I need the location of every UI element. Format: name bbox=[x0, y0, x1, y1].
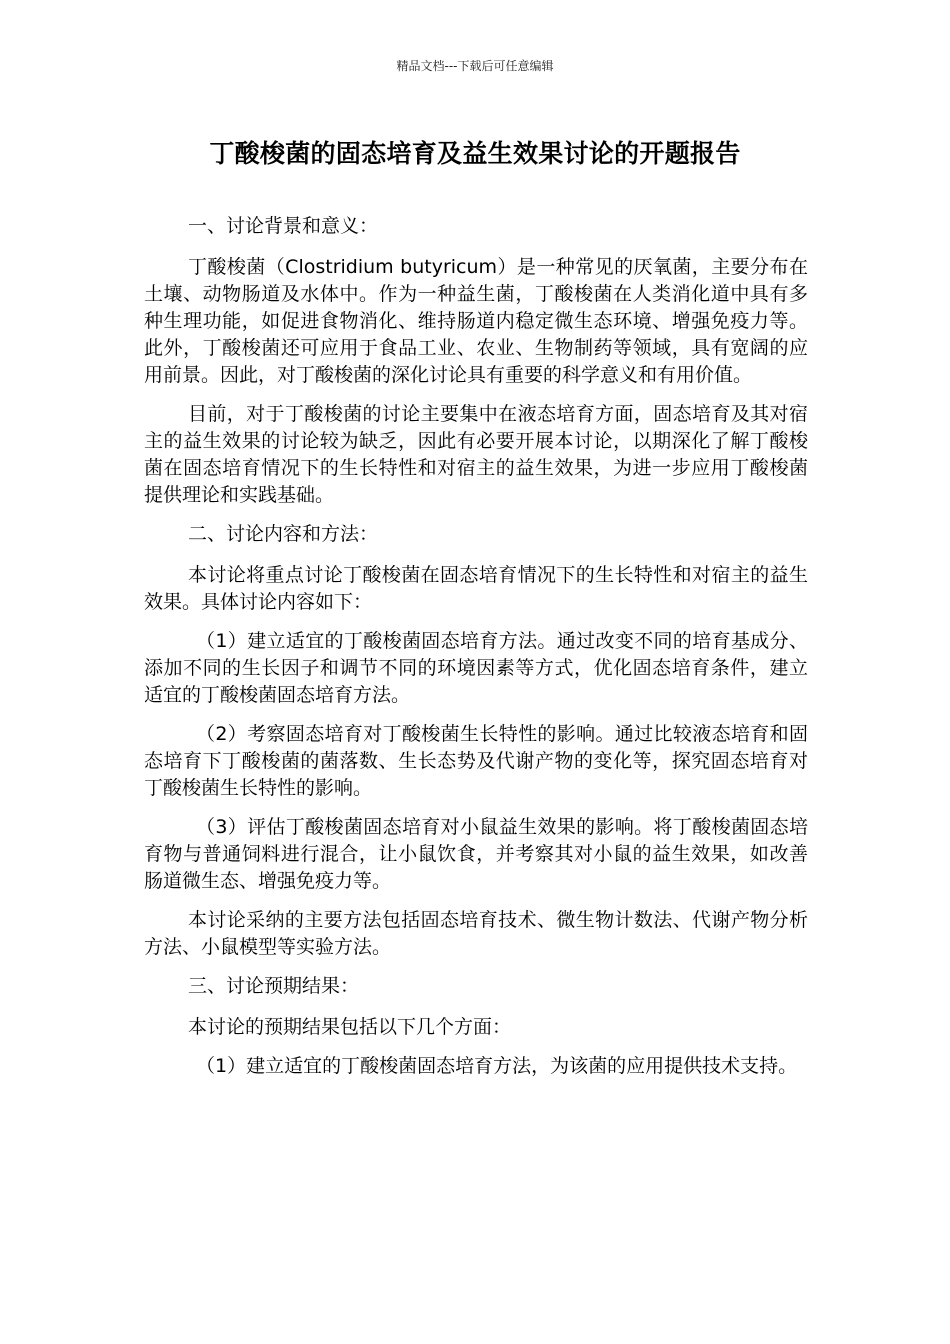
paragraph-expected-intro: 本讨论的预期结果包括以下几个方面： bbox=[188, 1016, 512, 1038]
document-title: 丁酸梭菌的固态培育及益生效果讨论的开题报告 bbox=[209, 139, 741, 168]
section-heading-content-methods: 二、讨论内容和方法： bbox=[188, 523, 379, 545]
list-item-content-2: （2）考察固态培育对丁酸梭菌生长特性的影响。通过比较液态培育和固态培育下丁酸梭菌的菌落数、生长态势及代谢产物的变化等，探究固态培育对丁酸梭菌生长特性的影响。 bbox=[144, 723, 808, 799]
document-body bbox=[144, 213, 808, 1092]
list-item-expected-1: （1）建立适宜的丁酸梭菌固态培育方法，为该菌的应用提供技术支持。 bbox=[196, 1055, 798, 1077]
section-heading-background: 一、讨论背景和意义： bbox=[188, 215, 379, 237]
paragraph-methods: 本讨论采纳的主要方法包括固态培育技术、微生物计数法、代谢产物分析方法、小鼠模型等实验方法。 bbox=[144, 909, 808, 958]
paragraph-background-intro: 丁酸梭菌（Clostridium butyricum）是一种常见的厌氧菌，主要分布在土壤、动物肠道及水体中。作为一种益生菌，丁酸梭菌在人类消化道中具有多种生理功能，如促进食物消化、维持肠道内稳定微生态环境、增强免疫力等。此外，丁酸梭菌还可应用于食品工业、农业、生物制药等领域，具有宽阔的应用前景。因此，对丁酸梭菌的深化讨论具有重要的科学意义和有用价值。 bbox=[144, 256, 808, 386]
header-note: 精品文档---下载后可任意编辑 bbox=[396, 59, 554, 73]
paragraph-content-overview: 本讨论将重点讨论丁酸梭菌在固态培育情况下的生长特性和对宿主的益生效果。具体讨论内容如下： bbox=[144, 564, 808, 613]
section-heading-expected-results: 三、讨论预期结果： bbox=[188, 975, 360, 997]
list-item-content-3: （3）评估丁酸梭菌固态培育对小鼠益生效果的影响。将丁酸梭菌固态培育物与普通饲料进行混合，让小鼠饮食，并考察其对小鼠的益生效果，如改善肠道微生态、增强免疫力等。 bbox=[144, 816, 808, 892]
list-item-content-1: （1）建立适宜的丁酸梭菌固态培育方法。通过改变不同的培育基成分、添加不同的生长因子和调节不同的环境因素等方式，优化固态培育条件，建立适宜的丁酸梭菌固态培育方法。 bbox=[144, 630, 808, 706]
paragraph-research-status: 目前，对于丁酸梭菌的讨论主要集中在液态培育方面，固态培育及其对宿主的益生效果的讨论较为缺乏，因此有必要开展本讨论，以期深化了解丁酸梭菌在固态培育情况下的生长特性和对宿主的益生效果，为进一步应用丁酸梭菌提供理论和实践基础。 bbox=[144, 403, 808, 506]
